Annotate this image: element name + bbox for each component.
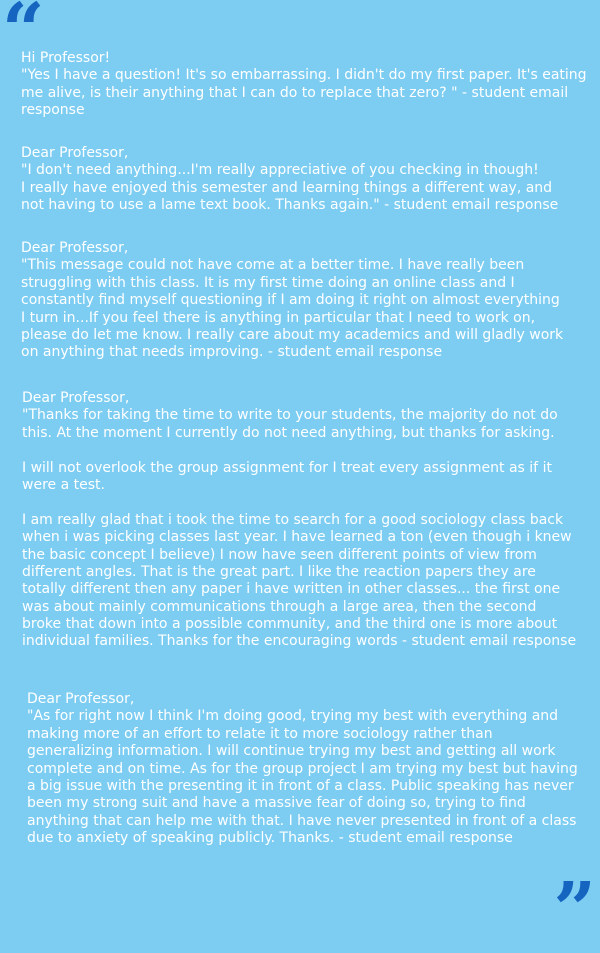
message-5 xyxy=(27,691,578,848)
message-salutation: Dear Professor, xyxy=(21,240,129,256)
message-line: complete and on time. As for the group project I am trying my best but having xyxy=(27,760,578,777)
message-line: response xyxy=(21,102,85,119)
message-line: I will not overlook the group assignment for I treat every assignment as if it xyxy=(22,459,552,476)
open-quote-mark-icon: “ xyxy=(2,0,45,74)
message-line: I turn in...If you feel there is anything in particular that I need to work on, xyxy=(21,309,536,326)
paragraph-gap xyxy=(22,494,576,511)
message-line: was about mainly communications through a large area, then the second xyxy=(22,598,537,615)
message-line: struggling with this class. It is my first time doing an online class and I xyxy=(21,274,515,291)
message-salutation: Hi Professor! xyxy=(21,50,111,66)
message-line: on anything that needs improving. - student email response xyxy=(21,344,443,361)
message-line: broke that down into a possible community, and the third one is more about xyxy=(22,616,558,633)
message-line: totally different then any paper i have written in other classes... the first one xyxy=(22,581,561,598)
message-salutation: Dear Professor, xyxy=(21,145,129,161)
close-quote-mark-icon: ” xyxy=(553,867,596,953)
message-line: due to anxiety of speaking publicly. Thanks. - student email response xyxy=(27,830,513,847)
message-line: "I don't need anything...I'm really appreciative of you checking in though! xyxy=(21,162,539,179)
message-line: "Thanks for taking the time to write to your students, the majority do not do xyxy=(22,407,558,424)
message-3 xyxy=(21,240,563,362)
message-line: individual families. Thanks for the encouraging words - student email response xyxy=(22,633,577,650)
message-2 xyxy=(21,145,558,215)
message-line: "As for right now I think I'm doing good, trying my best with everything and xyxy=(27,708,559,725)
message-line: when i was picking classes last year. I have learned a ton (even though i knew xyxy=(22,529,572,546)
message-line: I am really glad that i took the time to search for a good sociology class back xyxy=(22,511,564,528)
message-line: the basic concept I believe) I now have seen different points of view from xyxy=(22,546,537,563)
message-line: were a test. xyxy=(22,476,105,493)
message-line: constantly find myself questioning if I am doing it right on almost everything xyxy=(21,292,560,309)
message-line: anything that can help me with that. I have never presented in front of a class xyxy=(27,812,577,829)
message-line: generalizing information. I will continue trying my best and getting all work xyxy=(27,743,556,760)
paragraph-gap xyxy=(22,442,576,459)
message-line: "This message could not have come at a better time. I have really been xyxy=(21,257,525,274)
message-line: I really have enjoyed this semester and learning things a different way, and xyxy=(21,179,553,196)
message-line: me alive, is their anything that I can do to replace that zero? " - student email xyxy=(21,84,569,101)
message-line: this. At the moment I currently do not need anything, but thanks for asking. xyxy=(22,424,555,441)
message-line: please do let me know. I really care about my academics and will gladly work xyxy=(21,326,564,343)
message-line: "Yes I have a question! It's so embarrassing. I didn't do my first paper. It's eating xyxy=(21,67,587,84)
message-1 xyxy=(21,50,587,120)
message-line: not having to use a lame text book. Thanks again." - student email response xyxy=(21,197,559,214)
message-line: different angles. That is the great part. I like the reaction papers they are xyxy=(22,563,536,580)
message-line: been my strong suit and have a massive fear of doing so, trying to find xyxy=(27,795,526,812)
message-line: a big issue with the presenting it in front of a class. Public speaking has never xyxy=(27,777,574,794)
message-4 xyxy=(22,390,576,651)
message-salutation: Dear Professor, xyxy=(22,390,130,406)
message-salutation: Dear Professor, xyxy=(27,691,135,707)
message-line: making more of an effort to relate it to more sociology rather than xyxy=(27,725,493,742)
